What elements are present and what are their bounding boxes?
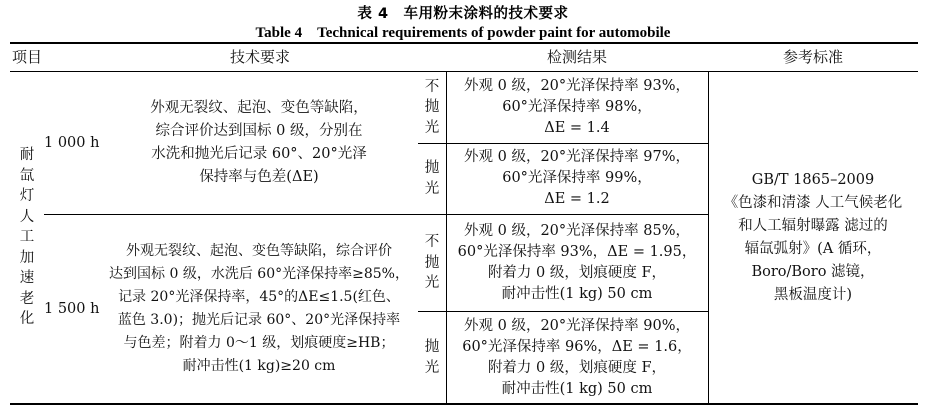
header-item: 项目 <box>11 48 42 66</box>
header-tech: 技术要求 <box>229 48 290 66</box>
bottom-rule <box>10 403 918 405</box>
state-polished-1500h: 抛 光 <box>424 339 440 376</box>
duration-1000h: 1 000 h <box>44 134 100 151</box>
requirement-1500h: 外观无裂纹、起泡、变色等缺陷，综合评价 达到国标 0 级，水洗后 60°光泽保持率≥85%， 记录 20°光泽保持率，45°的ΔE≤1.5(红色、 蓝色 3.0)；抛光后记录 60°、20°光泽保持率 与色差；附着力 0～1 级，划痕硬度≥HB； 耐冲击性(1 kg)≥20 cm <box>109 243 409 374</box>
table-caption-cn: 表 4 车用粉末涂料的技术要求 <box>357 6 569 22</box>
reference-standard: GB/T 1865–2009 《色漆和清漆 人工气候老化 和人工辐射曝露 滤过的 辐氙弧射》(A 循环， Boro/Boro 滤镜， 黑板温度计) <box>723 171 903 303</box>
header-standard: 参考标准 <box>782 48 843 66</box>
header-result: 检测结果 <box>546 48 607 66</box>
result-polished-1000h: 外观 0 级，20°光泽保持率 97%， 60°光泽保持率 99%， ΔE = 1.2 <box>464 149 690 207</box>
result-unpolished-1000h: 外观 0 级，20°光泽保持率 93%， 60°光泽保持率 98%， ΔE = 1.4 <box>464 78 690 136</box>
state-polished-1000h: 抛 光 <box>424 160 440 197</box>
state-unpolished-1000h: 不 抛 光 <box>424 78 440 136</box>
result-unpolished-1500h: 外观 0 级，20°光泽保持率 85%， 60°光泽保持率 93%，ΔE = 1.95， 附着力 0 级，划痕硬度 F， 耐冲击性(1 kg) 50 cm <box>457 223 697 302</box>
state-unpolished-1500h: 不 抛 光 <box>424 234 440 292</box>
duration-1500h: 1 500 h <box>44 300 100 317</box>
requirement-1000h: 外观无裂纹、起泡、变色等缺陷， 综合评价达到国标 0 级，分别在 水洗和抛光后记录 60°、20°光泽 保持率与色差(ΔE) <box>150 100 368 185</box>
result-polished-1500h: 外观 0 级，20°光泽保持率 90%， 60°光泽保持率 96%，ΔE = 1.6， 附着力 0 级，划痕硬度 F， 耐冲击性(1 kg) 50 cm <box>462 317 692 397</box>
table-caption-en: Table 4 Technical requirements of powder paint for automobile <box>255 25 671 41</box>
category-label: 耐 氙 灯 人 工 加 速 老 化 <box>19 147 35 328</box>
